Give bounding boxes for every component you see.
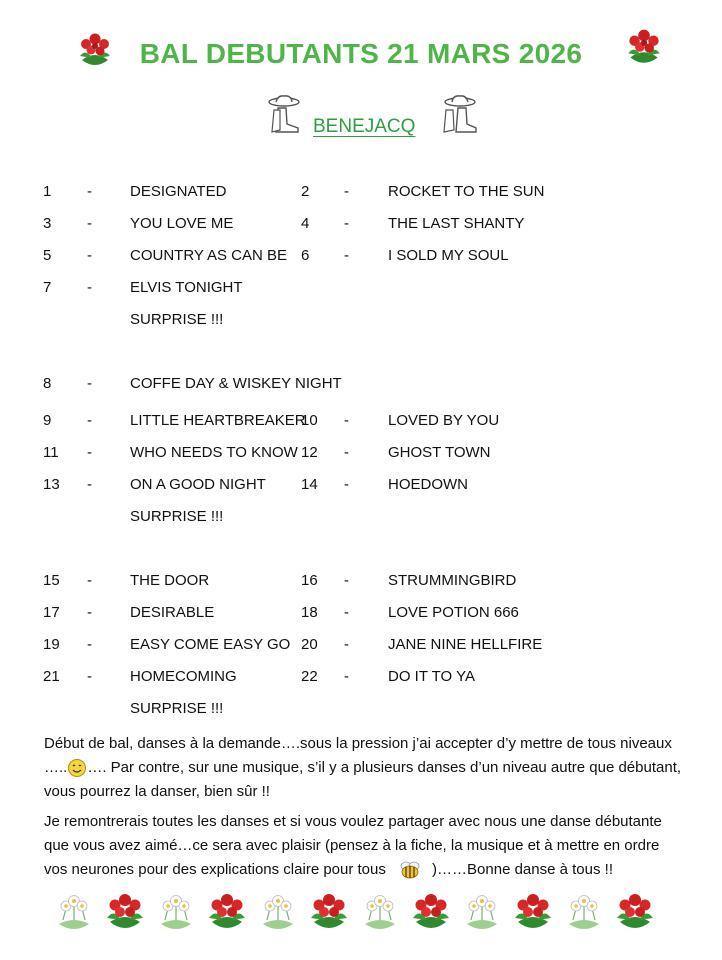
dance-number: 5 <box>43 247 52 264</box>
dance-number: 13 <box>43 476 60 493</box>
dance-number: 12 <box>301 444 318 461</box>
dance-number: 21 <box>43 668 60 685</box>
dance-title: DESIGNATED <box>130 183 227 200</box>
dance-number: 11 <box>43 444 59 461</box>
dance-row <box>0 410 722 432</box>
dance-dash: - <box>344 444 349 461</box>
daisy-pot-icon <box>358 890 402 936</box>
dance-dash: - <box>87 572 92 589</box>
daisy-pot-icon <box>256 890 300 936</box>
dance-dash: - <box>87 604 92 621</box>
dance-dash: - <box>87 279 92 296</box>
dance-dash: - <box>344 247 349 264</box>
dance-number: 3 <box>43 215 52 232</box>
dance-number: 6 <box>301 247 310 264</box>
dance-dash: - <box>87 247 92 264</box>
dance-dash: - <box>87 412 92 429</box>
flower-pot-icon <box>613 890 657 936</box>
dance-number: 1 <box>43 183 52 200</box>
dance-title: THE LAST SHANTY <box>388 215 525 232</box>
cowboy-boot-icon <box>440 94 478 136</box>
dance-dash: - <box>344 604 349 621</box>
dance-dash: - <box>87 668 92 685</box>
dance-row <box>0 474 722 496</box>
note-paragraph-1 <box>44 732 684 804</box>
location-label: BENEJACQ <box>313 116 416 137</box>
note-text: Je remontrerais toutes les danses et si vous voulez partager avec nous une danse débutante que vous avez aimé…ce sera avec plaisir (pensez à la fiche, la musique et à mettre en ordre vos neurones pour des explications claire pour tous <box>44 813 662 878</box>
dance-title: JANE NINE HELLFIRE <box>388 636 543 653</box>
note-text: …. Par contre, sur une musique, s’il y a plusieurs danses d’un niveau autre que débutant, vous pourrez la danser, bien sûr !! <box>44 759 682 800</box>
dance-row <box>0 277 722 299</box>
flower-pot-icon <box>409 890 453 936</box>
dance-dash: - <box>87 183 92 200</box>
dance-number: 2 <box>301 183 310 200</box>
dance-row <box>0 602 722 624</box>
dance-dash: - <box>87 215 92 232</box>
surprise-row <box>0 506 722 528</box>
dance-dash: - <box>344 215 349 232</box>
dance-title: THE DOOR <box>130 572 210 589</box>
dance-title: ROCKET TO THE SUN <box>388 183 545 200</box>
dance-dash: - <box>344 476 349 493</box>
cowboy-boot-icon <box>266 94 304 136</box>
flower-pot-icon <box>205 890 249 936</box>
dance-row <box>0 666 722 688</box>
dance-title: COUNTRY AS CAN BE <box>130 247 287 264</box>
flower-pot-icon <box>103 890 147 936</box>
daisy-pot-icon <box>562 890 606 936</box>
dance-row <box>0 245 722 267</box>
dance-title: ON A GOOD NIGHT <box>130 476 266 493</box>
dance-number: 4 <box>301 215 310 232</box>
dance-number: 20 <box>301 636 318 653</box>
dance-title: GHOST TOWN <box>388 444 491 461</box>
dance-row <box>0 181 722 203</box>
bee-icon <box>394 860 428 880</box>
dance-number: 19 <box>43 636 60 653</box>
dance-title: HOEDOWN <box>388 476 468 493</box>
dance-row <box>0 213 722 235</box>
daisy-pot-icon <box>460 890 504 936</box>
dance-number: 7 <box>43 279 52 296</box>
dance-title: DO IT TO YA <box>388 668 475 685</box>
page-title: BAL DEBUTANTS 21 MARS 2026 <box>139 38 583 69</box>
dance-title: ELVIS TONIGHT <box>130 279 243 296</box>
dance-title: LOVED BY YOU <box>388 412 500 429</box>
dance-dash: - <box>344 636 349 653</box>
dance-dash: - <box>87 636 92 653</box>
dance-title: STRUMMINGBIRD <box>388 572 517 589</box>
dance-number: 22 <box>301 668 318 685</box>
dance-dash: - <box>87 444 92 461</box>
surprise-row <box>0 309 722 331</box>
dance-title: LITTLE HEARTBREAKER <box>130 412 306 429</box>
dance-title: I SOLD MY SOUL <box>388 247 509 264</box>
dance-title: DESIRABLE <box>130 604 215 621</box>
dance-number: 10 <box>301 412 318 429</box>
dance-dash: - <box>344 183 349 200</box>
daisy-pot-icon <box>52 890 96 936</box>
surprise-label: SURPRISE !!! <box>130 700 224 717</box>
note-text: Début de bal, danses à la demande….sous la pression j’ai accepter d’y mettre de tous niveaux ….. <box>44 735 672 776</box>
surprise-label: SURPRISE !!! <box>130 311 224 328</box>
dance-title: HOMECOMING <box>130 668 237 685</box>
dance-title: COFFE DAY & WISKEY NIGHT <box>130 375 342 392</box>
dance-title: WHO NEEDS TO KNOW <box>130 444 298 461</box>
note-paragraph-2 <box>44 810 684 882</box>
dance-dash: - <box>344 412 349 429</box>
flower-pot-icon <box>511 890 555 936</box>
flower-pot-icon <box>307 890 351 936</box>
dance-dash: - <box>87 375 92 392</box>
dance-number: 15 <box>43 572 60 589</box>
dance-number: 17 <box>43 604 60 621</box>
smiley-icon <box>67 758 87 778</box>
dance-dash: - <box>87 476 92 493</box>
note-text: )……Bonne danse à tous !! <box>432 861 613 878</box>
flower-border <box>52 890 672 940</box>
dance-number: 18 <box>301 604 318 621</box>
dance-title: LOVE POTION 666 <box>388 604 519 621</box>
surprise-row <box>0 698 722 720</box>
dance-number: 14 <box>301 476 318 493</box>
dance-row <box>0 442 722 464</box>
surprise-label: SURPRISE !!! <box>130 508 224 525</box>
dance-number: 9 <box>43 412 52 429</box>
dance-title: EASY COME EASY GO <box>130 636 291 653</box>
dance-number: 8 <box>43 375 52 392</box>
dance-title: YOU LOVE ME <box>130 215 234 232</box>
dance-dash: - <box>344 572 349 589</box>
dance-row <box>0 570 722 592</box>
dance-row <box>0 634 722 656</box>
dance-dash: - <box>344 668 349 685</box>
dance-row <box>0 373 722 395</box>
dance-number: 16 <box>301 572 318 589</box>
daisy-pot-icon <box>154 890 198 936</box>
